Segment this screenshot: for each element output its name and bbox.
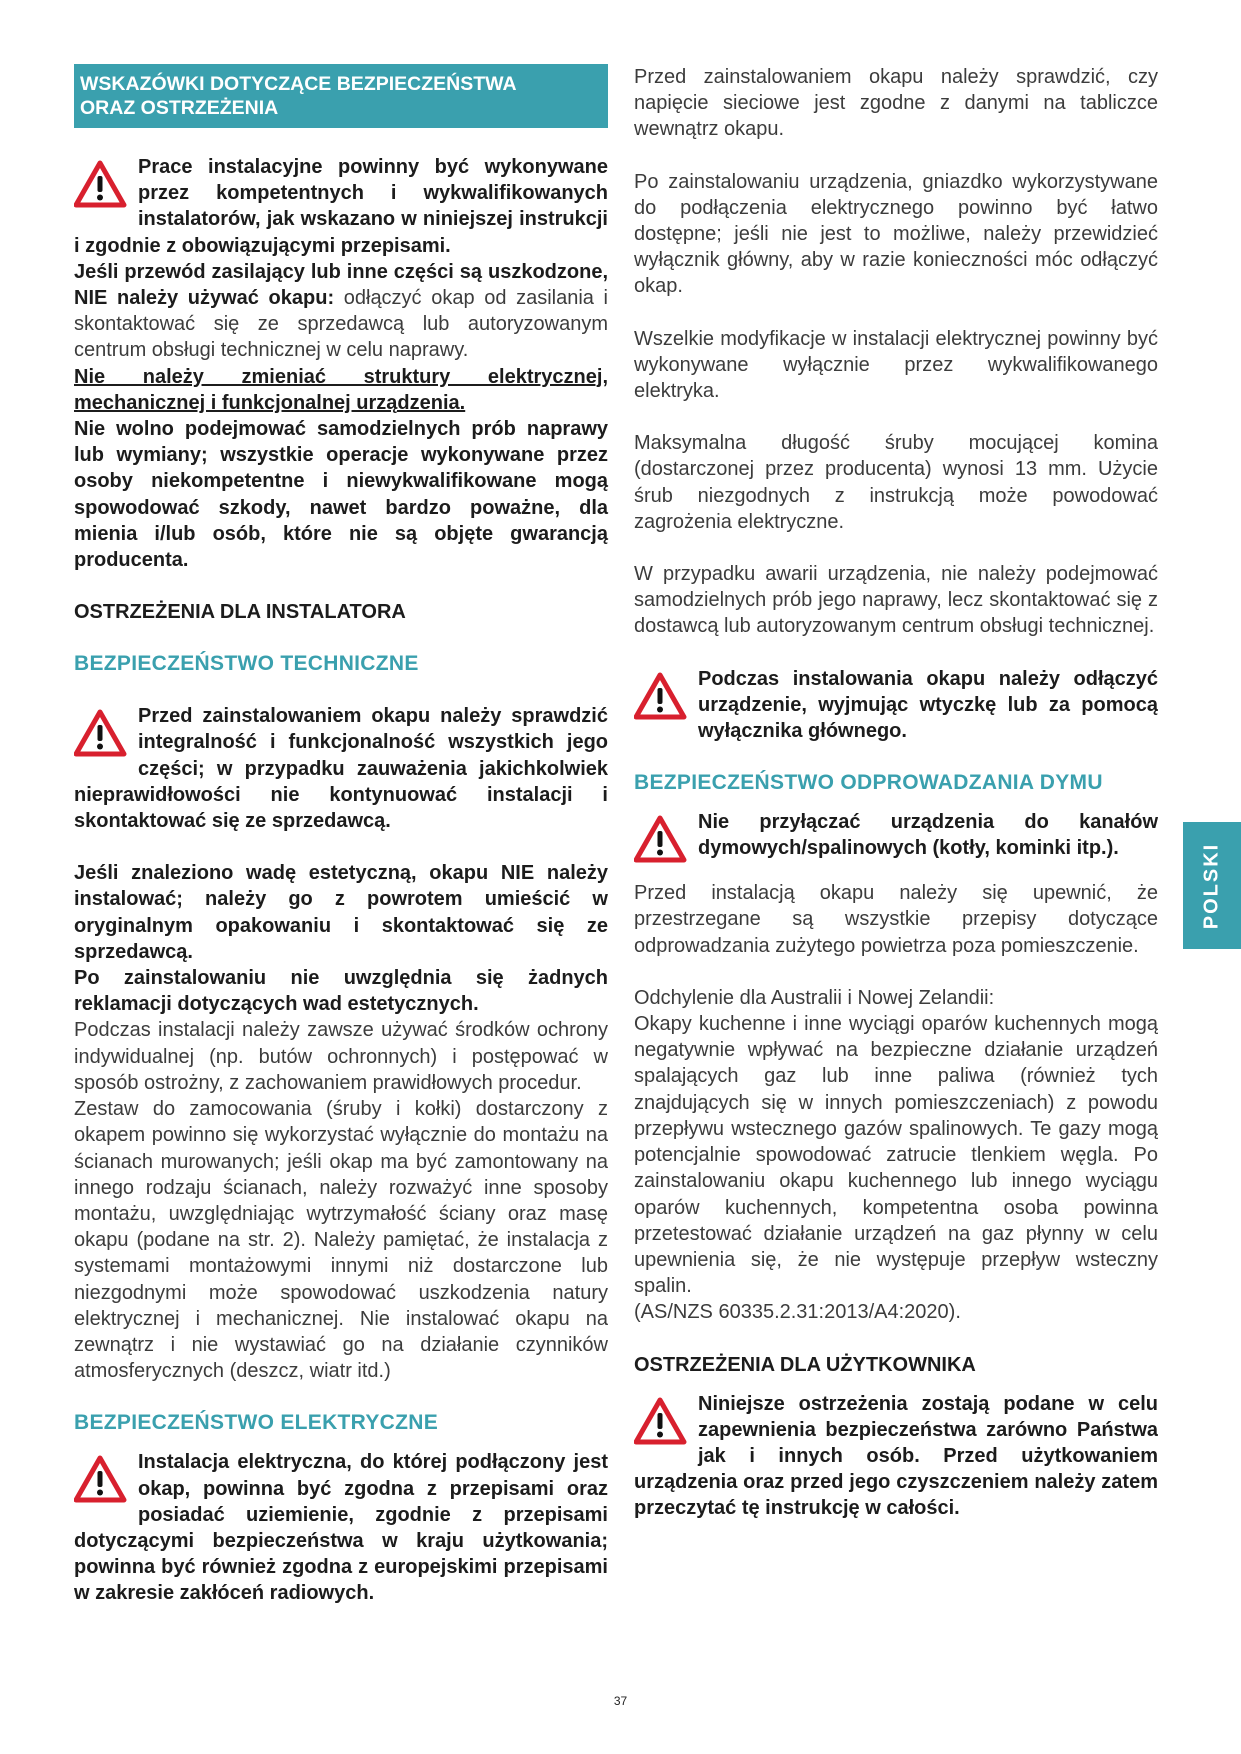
warning-block-check-parts xyxy=(74,703,608,834)
warning-block-read-manual xyxy=(634,1391,1158,1522)
smoke-safety-heading: BEZPIECZEŃSTWO ODPROWADZANIA DYMU xyxy=(634,771,1103,795)
warning-text: Instalacja elektryczna, do której podłączony jest okap, powinna być zgodna z przepisami oraz posiadać uziemienie, zgodnie z przepisami dotyczącymi bezpieczeństwa w kraju użytkowania; powinna być również zgodna z europejskimi przepisami w zakresie zakłóceń radiowych. xyxy=(74,1451,608,1605)
paragraph-no-claims: Po zainstalowaniu nie uwzględnia się żadnych reklamacji dotyczących wad estetycznych. xyxy=(74,967,608,1016)
paragraph-socket-access: Po zainstalowaniu urządzenia, gniazdko wykorzystywane do podłączenia elektrycznego powinno być łatwo dostępne; jeśli nie jest to możliwe, należy przewidzieć wyłącznik główny, aby w razie konieczności móc odłączyć okap. xyxy=(634,170,1158,298)
warning-triangle-icon xyxy=(74,1453,128,1505)
section-title-line-1: WSKAZÓWKI DOTYCZĄCE BEZPIECZEŃSTWA xyxy=(80,73,517,95)
user-warnings-heading: OSTRZEŻENIA DLA UŻYTKOWNIKA xyxy=(634,1353,976,1376)
paragraph-au-nz-body: Okapy kuchenne i inne wyciągi oparów kuchennych mogą negatywnie wpływać na bezpieczne działanie urządzeń spalających gaz lub inne paliwa (również tych znajdujących się w innych pomieszczeniach) z powodu przepływu wstecznego gazów spalinowych. Te gazy mogą potencjalnie spowodować zatrucie tlenkiem węgla. Po zainstalowaniu okapu kuchennego lub innego wyciągu oparów kuchennych, kompetentna osoba powinna przetestować działanie urządzeń na gaz płynny w celu upewnienia się, że nie występuje przepływ wsteczny spalin. xyxy=(634,1013,1158,1298)
warning-text: Podczas instalowania okapu należy odłączyć urządzenie, wyjmując wtyczkę lub za pomocą wyłącznika głównego. xyxy=(698,667,1158,743)
warning-triangle-icon xyxy=(74,707,128,759)
warning-block-disconnect xyxy=(634,666,1158,745)
warning-block-flue xyxy=(634,809,1158,867)
language-tab-label: POLSKI xyxy=(1200,842,1223,929)
section-title-line-2: ORAZ OSTRZEŻENIA xyxy=(80,97,279,119)
paragraph-protective-equipment: Podczas instalacji należy zawsze używać środków ochrony indywidualnej (np. butów ochronnych) i postępować w sposób ostrożny, z zachowaniem prawidłowych procedur. xyxy=(74,1019,608,1094)
section-title-box xyxy=(74,64,608,128)
paragraph-normal-part: odłączyć okap od zasilania i skontaktować się ze sprzedawcą lub autoryzowanym centrum obsługi technicznej w celu naprawy. xyxy=(74,287,608,362)
installer-warnings-heading: OSTRZEŻENIA DLA INSTALATORA xyxy=(74,601,406,624)
warning-text: Przed zainstalowaniem okapu należy sprawdzić integralność i funkcjonalność wszystkich jego części; w przypadku zauważenia jakichkolwiek nieprawidłowości nie kontynuować instalacji i skontaktować się ze sprzedawcą. xyxy=(74,705,608,833)
paragraph-mounting-kit: Zestaw do zamocowania (śruby i kołki) dostarczony z okapem powinno się wykorzystać wyłącznie do montażu na ścianach murowanych; jeśli okap ma być zamontowany na innego rodzaju ścianach, należy rozważyć inne sposoby montażu, uwzględniając wytrzymałość ściany oraz masę okapu (podane na str. 2). Należy pamiętać, że instalacja z systemami montażowymi innymi niż dostarczone lub niezgodnymi może spowodować uszkodzenia natury elektrycznej i mechanicznej. Nie instalować okapu na zewnątrz i nie wystawiać go na działanie czynników atmosferycznych (deszcz, wiatr itd.) xyxy=(74,1098,608,1383)
warning-triangle-icon xyxy=(634,813,688,865)
technical-safety-heading: BEZPIECZEŃSTWO TECHNICZNE xyxy=(74,652,419,676)
language-tab xyxy=(1183,822,1241,949)
warning-triangle-icon xyxy=(634,1395,688,1447)
paragraph-no-repair: Nie wolno podejmować samodzielnych prób naprawy lub wymiany; wszystkie operacje wykonywane przez osoby niekompetentne i niewykwalifikowane mogą spowodować szkody, nawet bardzo poważne, dla mienia i/lub osób, które nie są objęte gwarancją producenta. xyxy=(74,418,608,572)
page-number: 37 xyxy=(613,1694,628,1708)
paragraph-failure: W przypadku awarii urządzenia, nie należy podejmować samodzielnych prób jego naprawy, lecz skontaktować się z dostawcą lub autoryzowanym centrum obsługi technicznej. xyxy=(634,563,1158,638)
warning-triangle-icon xyxy=(634,670,688,722)
right-column xyxy=(634,64,1158,1522)
paragraph-au-nz-title: Odchylenie dla Australii i Nowej Zelandii: xyxy=(634,986,995,1009)
paragraph-bold-part: Jeśli przewód zasilający lub inne części są uszkodzone, NIE należy używać okapu: xyxy=(74,260,608,310)
left-column xyxy=(74,64,608,1607)
warning-triangle-icon xyxy=(74,158,128,210)
warning-block-electrical xyxy=(74,1449,608,1606)
warning-text: Prace instalacyjne powinny być wykonywane przez kompetentnych i wykwalifikowanych instalatorów, jak wskazano w niniejszej instrukcji i zgodnie z obowiązującymi przepisami. xyxy=(74,156,608,257)
warning-block-installers xyxy=(74,154,608,259)
warning-text: Niniejsze ostrzeżenia zostają podane w celu zapewnienia bezpieczeństwa zarówno Państwa jak i innych osób. Przed użytkowaniem urządzenia oraz przed jego czyszczeniem należy zatem przeczytać tę instrukcję w całości. xyxy=(634,1392,1158,1520)
paragraph-modifications: Wszelkie modyfikacje w instalacji elektrycznej powinny być wykonywane wyłącznie przez wykwalifikowanego elektryka. xyxy=(634,327,1158,403)
paragraph-damaged-cable xyxy=(74,259,608,364)
paragraph-exhaust-rules: Przed instalacją okapu należy się upewnić, że przestrzegane są wszystkie przepisy dotyczące odprowadzania zużytego powietrza poza pomieszczenie. xyxy=(634,882,1158,957)
paragraph-screw-length: Maksymalna długość śruby mocującej komina (dostarczonej przez producenta) wynosi 13 mm. Użycie śrub niezgodnych z instrukcją może powodować zagrożenia elektryczne. xyxy=(634,432,1158,533)
paragraph-voltage-check: Przed zainstalowaniem okapu należy sprawdzić, czy napięcie sieciowe jest zgodne z danymi na tabliczce wewnątrz okapu. xyxy=(634,66,1158,141)
warning-text: Nie przyłączać urządzenia do kanałów dymowych/spalinowych (kotły, kominki itp.). xyxy=(698,811,1158,860)
paragraph-no-modification: Nie należy zmieniać struktury elektrycznej, mechanicznej i funkcjonalnej urządzenia. xyxy=(74,365,608,414)
paragraph-aesthetic-defect: Jeśli znaleziono wadę estetyczną, okapu NIE należy instalować; należy go z powrotem umieścić w oryginalnym opakowaniu i skontaktować się ze sprzedawcą. xyxy=(74,862,608,963)
paragraph-au-nz-standard: (AS/NZS 60335.2.31:2013/A4:2020). xyxy=(634,1301,961,1324)
electrical-safety-heading: BEZPIECZEŃSTWO ELEKTRYCZNE xyxy=(74,1411,439,1435)
